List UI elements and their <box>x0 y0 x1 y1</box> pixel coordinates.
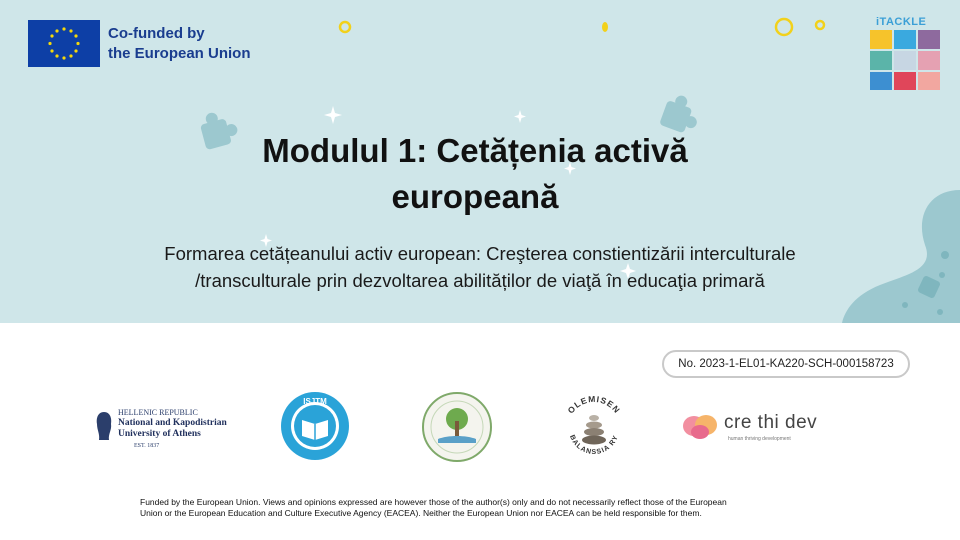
disclaimer-line-2: Union or the European Education and Culture Executive Agency (EACEA). Neither the European Union nor EACEA can be held responsible for them. <box>140 508 702 518</box>
dot-decoration <box>941 251 949 259</box>
crethidev-logo <box>682 410 832 444</box>
isjtm-label: ISJTM <box>303 397 327 406</box>
subtitle-line-1: Formarea cetățeanului activ european: Creşterea constientizării interculturale <box>164 243 796 264</box>
eu-flag-icon <box>28 20 100 67</box>
dot-decoration <box>602 22 608 32</box>
crethidev-tagline: human thriving development <box>728 436 791 442</box>
disclaimer-line-1: Funded by the European Union. Views and opinions expressed are however those of the author(s) only and do not necessarily reflect those of the European <box>140 497 727 507</box>
svg-text:OLEMISEN <box>566 394 623 416</box>
uoa-est: EST. 1837 <box>134 443 160 449</box>
registration-number-badge: No. 2023-1-EL01-KA220-SCH-000158723 <box>662 350 910 378</box>
school-logo <box>420 391 494 463</box>
ring-decoration <box>816 21 824 29</box>
ring-decoration <box>340 22 350 32</box>
uoa-name <box>118 418 227 440</box>
slide-title <box>180 128 770 220</box>
uoa-name-line-2: University of Athens <box>118 429 201 439</box>
puzzle-logo-icon <box>870 30 940 90</box>
subtitle-line-2: /transculturale prin dezvoltarea abilităților de viaţă în educaţia primară <box>195 270 765 291</box>
title-line-1: Modulul 1: Cetățenia activă <box>262 132 688 169</box>
eu-line-1: Co-funded by <box>108 25 205 42</box>
funding-disclaimer <box>140 497 820 519</box>
project-logo-label: iTACKLE <box>876 16 927 28</box>
dot-decoration <box>937 309 943 315</box>
olemisen-balanssia-logo <box>558 390 630 464</box>
sparkle-icon <box>324 106 342 124</box>
uoa-logo <box>94 406 244 452</box>
uoa-republic-text: HELLENIC REPUBLIC <box>118 408 198 417</box>
dot-decoration <box>939 272 945 278</box>
ring-decoration <box>776 19 792 35</box>
sparkle-icon <box>514 110 526 123</box>
isjtm-logo <box>280 390 350 462</box>
eu-cofunded-label <box>108 24 251 64</box>
eu-line-2: the European Union <box>108 45 251 62</box>
dot-decoration <box>902 302 908 308</box>
title-line-2: europeană <box>391 178 559 215</box>
olemisen-bottom-text: BALANSSIA RY <box>567 434 621 457</box>
slide-subtitle <box>90 240 870 294</box>
olemisen-top-text: OLEMISEN <box>565 393 623 416</box>
crethidev-name: cre thi dev <box>724 412 818 433</box>
brain-icon <box>682 412 718 442</box>
athena-head-icon <box>94 410 114 446</box>
uoa-name-line-1: National and Kapodistrian <box>118 418 227 428</box>
